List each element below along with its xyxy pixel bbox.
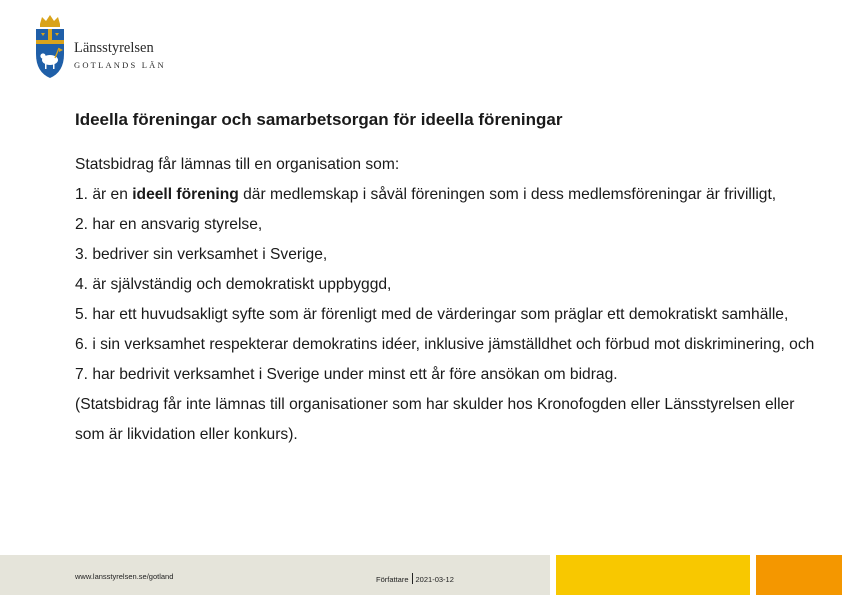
footer-divider	[412, 573, 413, 584]
footer-bar-yellow	[556, 555, 750, 595]
criterion-5: 5. har ett huvudsakligt syfte som är förenligt med de värderingar som präglar ett demokratiskt samhälle,	[75, 306, 789, 323]
criterion-1: 1. är en ideell förening där medlemskap i såväl föreningen som i dess medlemsföreningar är frivilligt,	[75, 186, 777, 203]
note-text: (Statsbidrag får inte lämnas till organisationer som har skulder hos Kronofogden eller Länsstyrelsen eller som är likvidation eller konkurs).	[75, 396, 795, 443]
footer-date: 2021-03-12	[415, 575, 454, 584]
coat-of-arms-icon	[32, 14, 68, 82]
lansstyrelsen-logo	[32, 14, 172, 84]
footer-meta	[376, 573, 454, 584]
logo-name: Länsstyrelsen	[74, 40, 154, 56]
criteria-list	[75, 150, 815, 450]
footer	[0, 555, 842, 595]
footer-author: Författare	[376, 575, 409, 584]
intro-text: Statsbidrag får lämnas till en organisation som:	[75, 156, 400, 173]
footer-bar-orange	[756, 555, 842, 595]
footer-url[interactable]: www.lansstyrelsen.se/gotland	[75, 572, 174, 581]
criterion-7: 7. har bedrivit verksamhet i Sverige under minst ett år före ansökan om bidrag.	[75, 366, 618, 383]
criterion-4: 4. är självständig och demokratiskt uppbyggd,	[75, 276, 392, 293]
criterion-6: 6. i sin verksamhet respekterar demokratins idéer, inklusive jämställdhet och förbud mot diskriminering, och	[75, 336, 815, 353]
page-title: Ideella föreningar och samarbetsorgan för ideella föreningar	[75, 110, 563, 129]
criterion-3: 3. bedriver sin verksamhet i Sverige,	[75, 246, 328, 263]
criterion-1-emphasis: ideell förening	[132, 186, 239, 203]
logo-subtitle: GOTLANDS LÄN	[74, 60, 166, 70]
criterion-2: 2. har en ansvarig styrelse,	[75, 216, 263, 233]
